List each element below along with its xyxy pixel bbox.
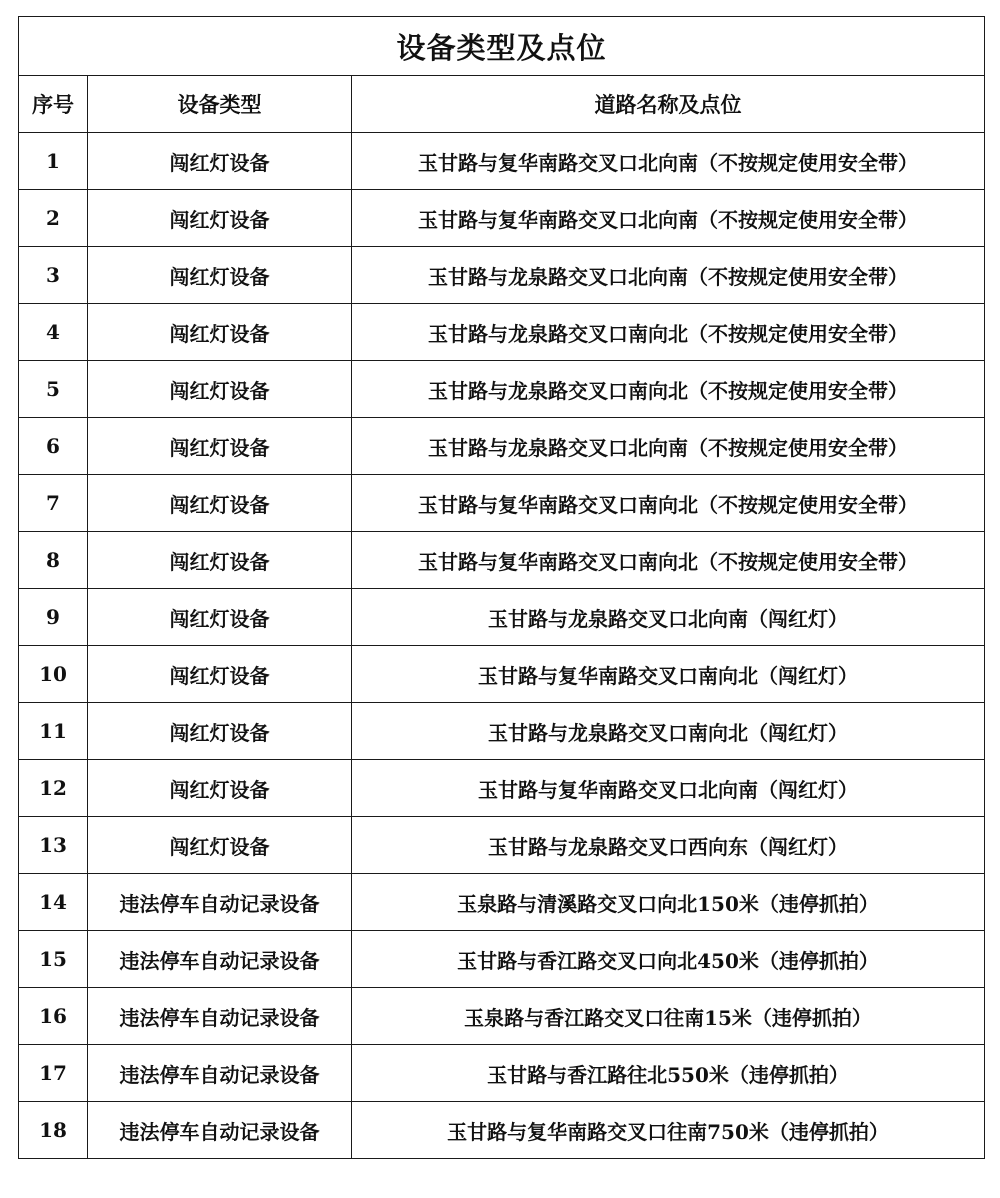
row-number-cell: 10 [19, 646, 88, 703]
header-road-location: 道路名称及点位 [352, 76, 985, 133]
row-number-cell: 16 [19, 988, 88, 1045]
table-row [19, 190, 985, 247]
row-number-cell: 9 [19, 589, 88, 646]
road-location-cell: 玉甘路与复华南路交叉口南向北（闯红灯） [352, 646, 985, 703]
device-type-cell: 违法停车自动记录设备 [88, 988, 352, 1045]
device-type-cell: 闯红灯设备 [88, 760, 352, 817]
table-row [19, 532, 985, 589]
header-device-type: 设备类型 [88, 76, 352, 133]
row-number-cell: 15 [19, 931, 88, 988]
table-row [19, 874, 985, 931]
road-location-cell: 玉甘路与香江路交叉口向北450米（违停抓拍） [352, 931, 985, 988]
device-type-cell: 闯红灯设备 [88, 817, 352, 874]
table-title-row [19, 17, 985, 76]
device-type-cell: 闯红灯设备 [88, 304, 352, 361]
table-row [19, 247, 985, 304]
row-number-cell: 12 [19, 760, 88, 817]
row-number-cell: 11 [19, 703, 88, 760]
road-location-cell: 玉甘路与复华南路交叉口北向南（不按规定使用安全带） [352, 190, 985, 247]
table-row [19, 304, 985, 361]
table-header-row [19, 76, 985, 133]
road-location-cell: 玉甘路与龙泉路交叉口南向北（闯红灯） [352, 703, 985, 760]
device-type-cell: 闯红灯设备 [88, 646, 352, 703]
table-row [19, 1045, 985, 1102]
device-type-cell: 闯红灯设备 [88, 589, 352, 646]
header-no: 序号 [19, 76, 88, 133]
table-row [19, 988, 985, 1045]
row-number-cell: 2 [19, 190, 88, 247]
road-location-cell: 玉甘路与复华南路交叉口南向北（不按规定使用安全带） [352, 475, 985, 532]
device-location-table [18, 16, 985, 1159]
device-type-cell: 闯红灯设备 [88, 247, 352, 304]
device-type-cell: 闯红灯设备 [88, 532, 352, 589]
row-number-cell: 13 [19, 817, 88, 874]
road-location-cell: 玉甘路与龙泉路交叉口北向南（不按规定使用安全带） [352, 418, 985, 475]
device-type-cell: 闯红灯设备 [88, 475, 352, 532]
device-type-cell: 违法停车自动记录设备 [88, 931, 352, 988]
table-row [19, 475, 985, 532]
table-row [19, 703, 985, 760]
device-type-cell: 闯红灯设备 [88, 418, 352, 475]
row-number-cell: 3 [19, 247, 88, 304]
device-type-cell: 闯红灯设备 [88, 133, 352, 190]
table-body [19, 133, 985, 1159]
row-number-cell: 18 [19, 1102, 88, 1159]
road-location-cell: 玉甘路与香江路往北550米（违停抓拍） [352, 1045, 985, 1102]
road-location-cell: 玉甘路与龙泉路交叉口北向南（不按规定使用安全带） [352, 247, 985, 304]
device-type-cell: 违法停车自动记录设备 [88, 874, 352, 931]
row-number-cell: 4 [19, 304, 88, 361]
table-row [19, 931, 985, 988]
road-location-cell: 玉甘路与复华南路交叉口往南750米（违停抓拍） [352, 1102, 985, 1159]
device-type-cell: 违法停车自动记录设备 [88, 1102, 352, 1159]
device-table-sheet [18, 16, 984, 1159]
device-type-cell: 闯红灯设备 [88, 361, 352, 418]
road-location-cell: 玉甘路与复华南路交叉口北向南（闯红灯） [352, 760, 985, 817]
table-row [19, 646, 985, 703]
road-location-cell: 玉甘路与龙泉路交叉口北向南（闯红灯） [352, 589, 985, 646]
device-type-cell: 闯红灯设备 [88, 703, 352, 760]
device-type-cell: 违法停车自动记录设备 [88, 1045, 352, 1102]
device-type-cell: 闯红灯设备 [88, 190, 352, 247]
table-row [19, 361, 985, 418]
road-location-cell: 玉甘路与龙泉路交叉口南向北（不按规定使用安全带） [352, 361, 985, 418]
table-row [19, 1102, 985, 1159]
road-location-cell: 玉甘路与龙泉路交叉口南向北（不按规定使用安全带） [352, 304, 985, 361]
table-title: 设备类型及点位 [19, 17, 985, 76]
road-location-cell: 玉甘路与复华南路交叉口北向南（不按规定使用安全带） [352, 133, 985, 190]
table-row [19, 760, 985, 817]
row-number-cell: 8 [19, 532, 88, 589]
road-location-cell: 玉泉路与香江路交叉口往南15米（违停抓拍） [352, 988, 985, 1045]
row-number-cell: 6 [19, 418, 88, 475]
table-row [19, 589, 985, 646]
row-number-cell: 1 [19, 133, 88, 190]
row-number-cell: 17 [19, 1045, 88, 1102]
row-number-cell: 14 [19, 874, 88, 931]
table-row [19, 817, 985, 874]
row-number-cell: 5 [19, 361, 88, 418]
row-number-cell: 7 [19, 475, 88, 532]
road-location-cell: 玉泉路与清溪路交叉口向北150米（违停抓拍） [352, 874, 985, 931]
road-location-cell: 玉甘路与龙泉路交叉口西向东（闯红灯） [352, 817, 985, 874]
table-row [19, 418, 985, 475]
table-row [19, 133, 985, 190]
road-location-cell: 玉甘路与复华南路交叉口南向北（不按规定使用安全带） [352, 532, 985, 589]
